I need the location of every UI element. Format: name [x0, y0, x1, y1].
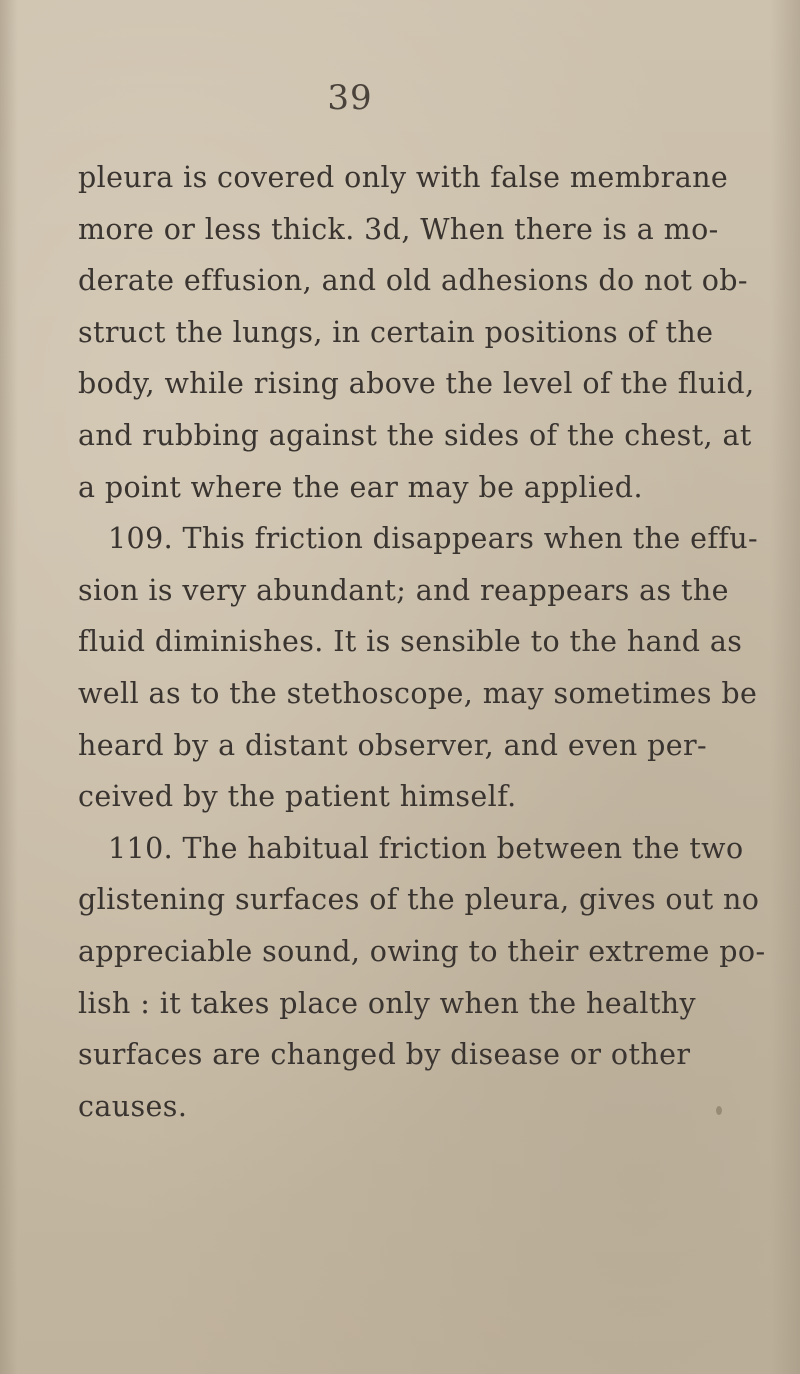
text-line: and rubbing against the sides of the chest, at [78, 418, 752, 452]
page-shadow-right [770, 0, 800, 1374]
paper-stain [716, 1106, 722, 1115]
text-line: lish : it takes place only when the healthy [78, 986, 697, 1020]
paragraph-109-start: 109. This friction disappears when the effu- [108, 522, 759, 556]
text-line: heard by a distant observer, and even per- [78, 728, 708, 762]
page-shadow-left [0, 0, 18, 1374]
text-line: a point where the ear may be applied. [78, 470, 643, 504]
text-line: ceived by the patient himself. [78, 780, 517, 814]
text-line: glistening surfaces of the pleura, gives out no [78, 883, 760, 917]
text-line: well as to the stethoscope, may sometimes be [78, 676, 758, 710]
body-text [78, 152, 766, 1132]
paragraph-110-start: 110. The habitual friction between the two [108, 831, 744, 865]
text-line: sion is very abundant; and reappears as the [78, 573, 729, 607]
text-line: struct the lungs, in certain positions of the [78, 315, 714, 349]
text-line: fluid diminishes. It is sensible to the hand as [78, 625, 743, 659]
text-line: pleura is covered only with false membrane [78, 161, 729, 194]
text-line: causes. [78, 1089, 188, 1123]
page-number: 39 [327, 78, 373, 118]
text-line: surfaces are changed by disease or other [78, 1038, 691, 1072]
text-line: derate effusion, and old adhesions do not ob- [78, 264, 748, 298]
text-line: appreciable sound, owing to their extreme po- [78, 934, 766, 968]
text-line: more or less thick. 3d, When there is a mo- [78, 212, 719, 246]
text-line: body, while rising above the level of the fluid, [78, 367, 755, 401]
